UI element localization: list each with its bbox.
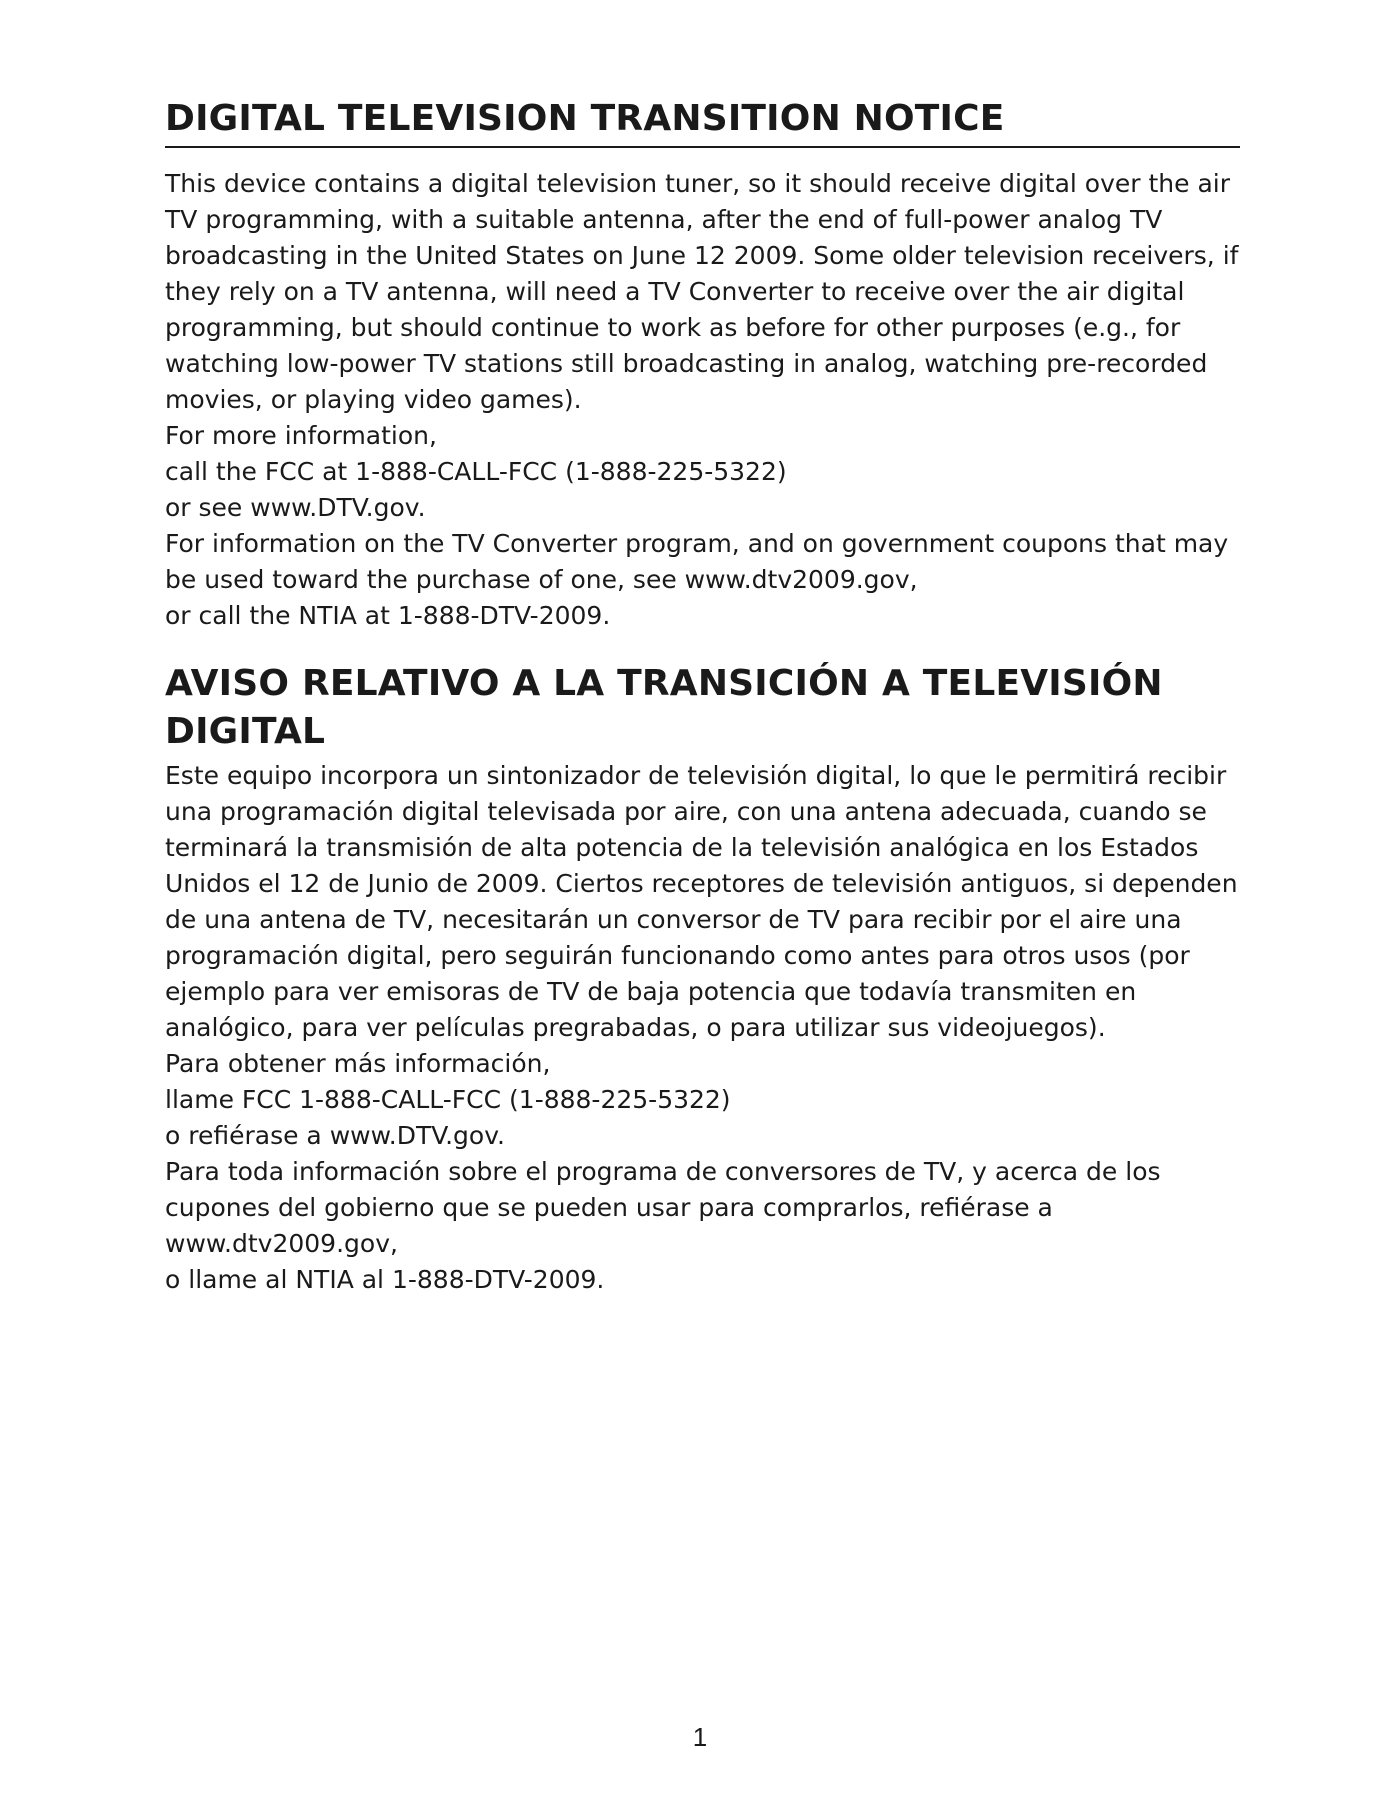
spanish-converter-info: Para toda información sobre el programa de conversores de TV, y acerca de los cupones del gobierno que se pueden usar para comprarlos, refiérase a www.dtv2009.gov, — [165, 1157, 1161, 1258]
english-see-dtv: or see www.DTV.gov. — [165, 493, 426, 522]
document-page — [165, 96, 1240, 1298]
english-heading: DIGITAL TELEVISION TRANSITION NOTICE — [165, 96, 1240, 148]
english-notice — [165, 96, 1240, 634]
spanish-heading: AVISO RELATIVO A LA TRANSICIÓN A TELEVISIÓN DIGITAL — [165, 663, 1163, 752]
spanish-see-dtv: o refiérase a www.DTV.gov. — [165, 1121, 506, 1150]
english-more-info: For more information, — [165, 421, 437, 450]
english-call-fcc: call the FCC at 1-888-CALL-FCC (1-888-225-5322) — [165, 457, 787, 486]
spanish-notice — [165, 660, 1240, 1298]
spanish-call-fcc: llame FCC 1-888-CALL-FCC (1-888-225-5322) — [165, 1085, 731, 1114]
spanish-body — [165, 758, 1240, 1298]
spanish-call-ntia: o llame al NTIA al 1-888-DTV-2009. — [165, 1265, 605, 1294]
page-number: 1 — [692, 1722, 708, 1752]
english-body — [165, 166, 1240, 634]
spanish-more-info: Para obtener más información, — [165, 1049, 551, 1078]
spanish-paragraph: Este equipo incorpora un sintonizador de televisión digital, lo que le permitirá recibir una programación digital televisada por aire, con una antena adecuada, cuando se terminará la transmisión de alta potencia de la televisión analógica en los Estados Unidos el 12 de Junio de 2009. Ciertos receptores de televisión antiguos, si dependen de una antena de TV, necesitarán un conversor de TV para recibir por el aire una programación digital, pero seguirán funcionando como antes para otros usos (por ejemplo para ver emisoras de TV de baja potencia que todavía transmiten en analógico, para ver películas pregrabadas, o para utilizar sus videojuegos). — [165, 761, 1238, 1042]
english-converter-info: For information on the TV Converter program, and on government coupons that may be used toward the purchase of one, see www.dtv2009.gov, — [165, 529, 1229, 594]
english-call-ntia: or call the NTIA at 1-888-DTV-2009. — [165, 601, 611, 630]
english-paragraph: This device contains a digital television tuner, so it should receive digital over the air TV programming, with a suitable antenna, after the end of full-power analog TV broadcasting in the United States on June 12 2009. Some older television receivers, if they rely on a TV antenna, will need a TV Converter to receive over the air digital programming, but should continue to work as before for other purposes (e.g., for watching low-power TV stations still broadcasting in analog, watching pre-recorded movies, or playing video games). — [165, 169, 1239, 414]
